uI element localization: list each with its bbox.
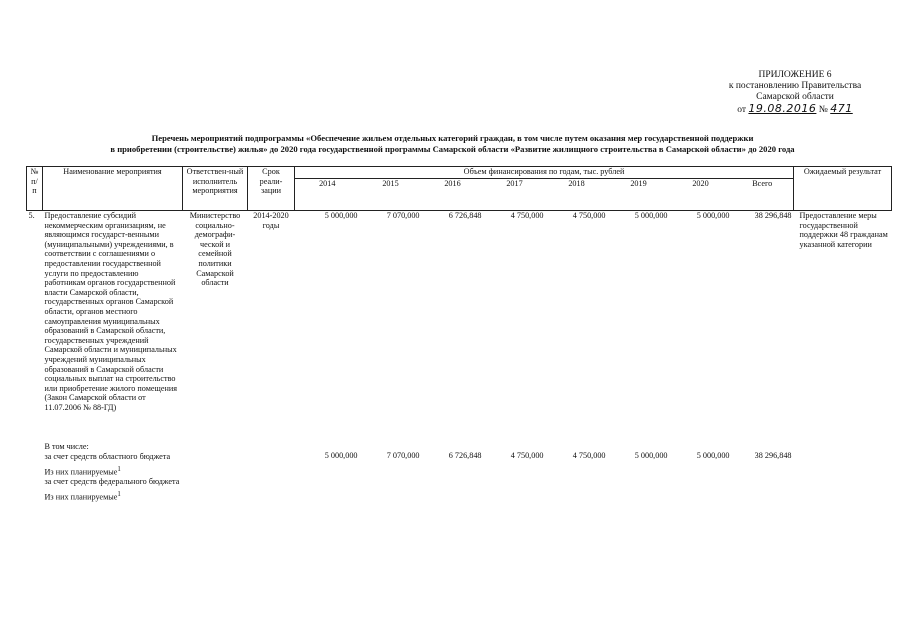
appendix-line: Самарской области xyxy=(756,92,834,102)
title-line: Перечень мероприятий подпрограммы «Обеспечение жильем отдельных категорий граждан, в том числе путем оказания мер государственной поддержки xyxy=(151,133,754,143)
handwritten-number: 471 xyxy=(830,102,853,115)
value-cell: 4 750,000 xyxy=(510,451,544,461)
handwritten-date: 19.08.2016 xyxy=(748,102,817,115)
responsible-executor: Министерство социально-демографи-ческой и семейной политики Самарской области xyxy=(189,211,241,288)
table-row xyxy=(27,211,892,413)
value-cell: 5 000,000 xyxy=(324,211,358,220)
value-cell: 7 070,000 xyxy=(386,451,420,461)
value-cell: 4 750,000 xyxy=(572,211,606,220)
planned-label xyxy=(43,487,183,502)
planned-text: Из них планируемые xyxy=(44,467,118,477)
planned-label xyxy=(45,465,181,477)
value-cell: 4 750,000 xyxy=(572,451,606,461)
header-year: 2016 xyxy=(422,179,484,211)
table-row xyxy=(27,487,892,502)
total-cell: 38 296,848 xyxy=(754,451,792,461)
appendix-title: ПРИЛОЖЕНИЕ 6 xyxy=(758,70,832,80)
header-num: № п/п xyxy=(27,167,43,211)
footnote-mark: 1 xyxy=(117,465,121,473)
header-responsible: Ответствен-ный исполнитель мероприятия xyxy=(183,167,248,211)
spacer-row xyxy=(27,412,892,442)
planned-and-federal xyxy=(43,462,183,487)
header-year: 2018 xyxy=(546,179,608,211)
appendix-date-line xyxy=(700,103,890,116)
value-cell: 6 726,848 xyxy=(448,451,482,461)
title-line: в приобретении (строительстве) жилья» до 2020 года государственной программы Самарской области «Развитие жилищного строительства в Самарской области» до 2020 года xyxy=(110,144,795,154)
planned-text: Из них планируемые xyxy=(44,492,118,502)
value-cell: 4 750,000 xyxy=(510,211,544,220)
implementation-term: 2014-2020 годы xyxy=(253,211,289,230)
value-cell: 7 070,000 xyxy=(386,211,420,220)
header-year: 2019 xyxy=(608,179,670,211)
row-number: 5. xyxy=(28,211,35,220)
appendix-line: к постановлению Правительства xyxy=(728,81,862,91)
including-label xyxy=(43,442,183,461)
value-cell: 5 000,000 xyxy=(696,451,730,461)
measures-table xyxy=(26,166,892,502)
header-term: Срок реали-зации xyxy=(248,167,295,211)
table-row xyxy=(27,462,892,487)
header-result: Ожидаемый результат xyxy=(794,167,892,211)
date-prefix: от xyxy=(737,105,747,115)
header-year: 2014 xyxy=(295,179,360,211)
value-cell: 5 000,000 xyxy=(634,211,668,220)
measure-name: Предоставление субсидий некоммерческим организациям, не являющимся государст-венными (муниципальными) учреждениями, в соответствии с соглашениями о предоставлении государственной услуги по предоставлению работникам органов государственной власти Самарской области, государственных органов Самарской области, органов местного самоуправления муниципальных образований в Самарской области, государственных учреждений Самарской области и муниципальных учреждений муниципальных образований в Самарской области социальных выплат на строительство или приобретение жилого помещения (Закон Самарской области от 11.07.2006 № 88-ГД) xyxy=(44,211,178,412)
number-prefix: № xyxy=(818,105,828,115)
value-cell: 5 000,000 xyxy=(324,451,358,461)
table-row xyxy=(27,442,892,461)
header-year: 2017 xyxy=(484,179,546,211)
document-title xyxy=(20,133,885,155)
header-name: Наименование мероприятия xyxy=(43,167,183,211)
header-total: Всего xyxy=(732,179,794,211)
total-cell: 38 296,848 xyxy=(754,211,792,220)
appendix-block xyxy=(700,70,890,116)
value-cell: 5 000,000 xyxy=(696,211,730,220)
including-text: В том числе: xyxy=(44,442,89,452)
footnote-mark: 1 xyxy=(117,490,121,498)
header-year: 2015 xyxy=(360,179,422,211)
expected-result: Предоставление меры государственной поддержки 48 гражданам указанной категории xyxy=(799,211,888,249)
regional-budget-label: за счет средств областного бюджета xyxy=(44,452,171,462)
value-cell: 6 726,848 xyxy=(448,211,482,220)
header-year: 2020 xyxy=(670,179,732,211)
federal-budget-label: за счет средств федерального бюджета xyxy=(44,476,180,486)
value-cell: 5 000,000 xyxy=(634,451,668,461)
header-funding: Объем финансирования по годам, тыс. рублей xyxy=(295,167,794,179)
